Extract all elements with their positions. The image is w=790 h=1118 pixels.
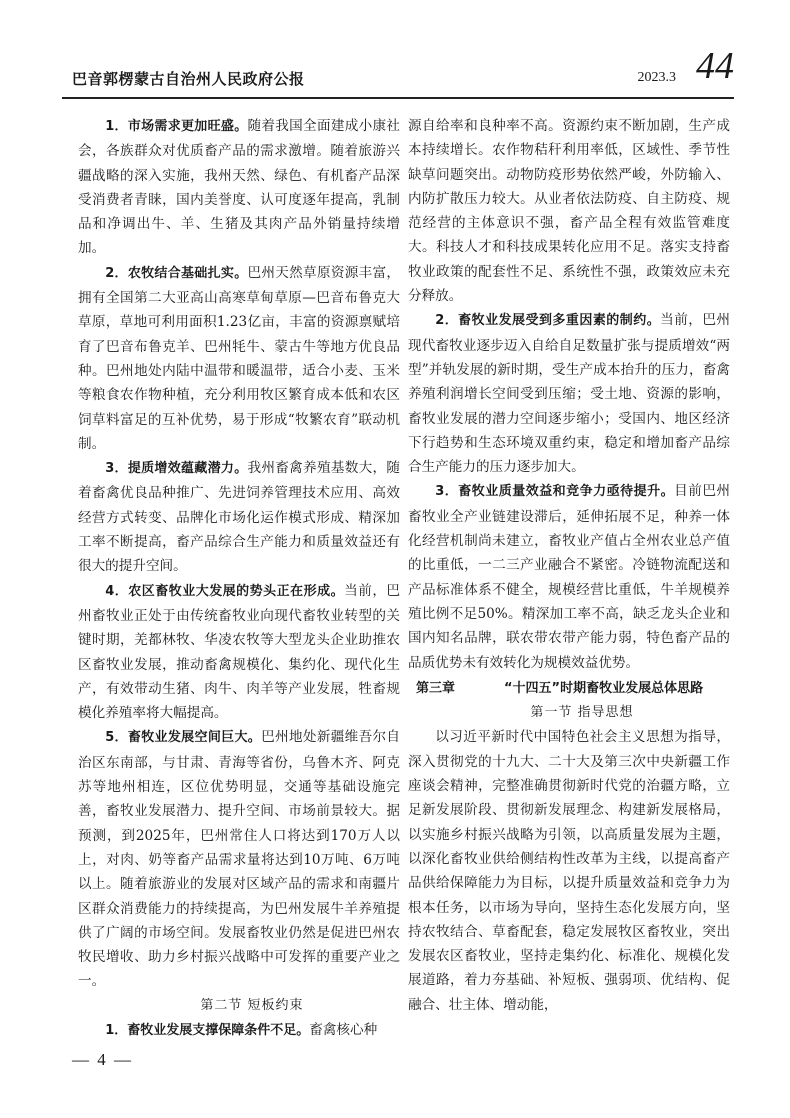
chapter-title: “十四五”时期畜牧业发展总体思路 bbox=[504, 680, 704, 696]
paragraph bbox=[408, 479, 730, 674]
page-footer: — 4 — bbox=[72, 1050, 133, 1069]
paragraph-body: 当前，巴州现代畜牧业逐步迈入自给自足数量扩张与提质增效“两型”并轨发展的新时期，受生产成本抬升的压力，畜禽养殖利润增长空间受到压缩；受土地、资源的影响，畜牧业发展的潜力空间逐步缩小；受国内、地区经济下行趋势和生态环境双重约束，稳定和增加畜产品综合生产能力的压力逐步加大。 bbox=[408, 312, 731, 476]
paragraph bbox=[408, 308, 730, 479]
chapter-heading bbox=[408, 677, 730, 701]
paragraph-body: 畜禽核心种 bbox=[309, 1021, 378, 1038]
paragraph-lead: 4．农区畜牧业大发展的势头正在形成。 bbox=[105, 583, 345, 599]
chapter-number: 第三章 bbox=[416, 680, 456, 696]
publication-title: 巴音郭楞蒙古自治州人民政府公报 bbox=[72, 70, 305, 88]
section-heading: 第二节 短板约束 bbox=[200, 997, 304, 1013]
paragraph-lead: 3．畜牧业质量效益和竞争力亟待提升。 bbox=[435, 484, 675, 500]
paragraph-body: 巴州天然草原资源丰富，拥有全国第二大亚高山高寒草甸草原—巴音布鲁克大草原，草地可利用面积1.23亿亩，丰富的资源禀赋培育了巴音布鲁克羊、巴州牦牛、蒙古牛等地方优良品种。巴州地处内陆中温带和暖温带，适合小麦、玉米等粮食农作物种植，充分利用牧区繁育成本低和农区饲草料富足的互补优势，易于形成“牧繁农育”联动机制。 bbox=[78, 264, 400, 452]
paragraph bbox=[78, 1018, 400, 1043]
paragraph-body: 随着我国全面建成小康社会，各族群众对优质畜产品的需求激增。随着旅游兴疆战略的深入实施，我州天然、绿色、有机畜产品深受消费者青睐，国内美誉度、认可度逐年提高，乳制品和净调出牛、羊、生猪及其肉产品外销量持续增加。 bbox=[78, 118, 400, 257]
section-heading: 第一节 指导思想 bbox=[530, 705, 634, 721]
left-column bbox=[78, 114, 400, 1043]
header-divider bbox=[62, 97, 734, 99]
paragraph bbox=[78, 456, 400, 578]
paragraph-lead: 2．畜牧业发展受到多重因素的制约。 bbox=[435, 313, 661, 329]
paragraph-body: 当前，巴州畜牧业正处于由传统畜牧业向现代畜牧业转型的关键时期，羌都林牧、华凌农牧等大型龙头企业助推农区畜牧业发展，推动畜禽规模化、集约化、现代化生产，有效带动生猪、肉牛、肉羊等产业发展，牲畜规模化养殖率将大幅提高。 bbox=[78, 582, 400, 722]
paragraph-body: 目前巴州畜牧业全产业链建设滞后，延伸拓展不足，种养一体化经营机制尚未建立，畜牧业产值占全州农业总产值的比重低，一二三产业融合不紧密。冷链物流配送和产品标准体系不健全，规模经营比重低，牛羊规模养殖比例不足50%。精深加工率不高，缺乏龙头企业和国内知名品牌，联农带农带产能力弱，特色畜产品的品质优势未有效转化为规模效益优势。 bbox=[408, 483, 730, 671]
paragraph: 源自给率和良种率不高。资源约束不断加剧，生产成本持续增长。农作物秸秆利用率低，区域性、季节性缺草问题突出。动物防疫形势依然严峻，外防输入、内防扩散压力较大。从业者依法防疫、自主防疫、规范经营的主体意识不强，畜产品全程有效监管难度大。科技人才和科技成果转化应用不足。落实支持畜牧业政策的配套性不足、系统性不强，政策效应未充分释放。 bbox=[408, 118, 730, 305]
right-column bbox=[408, 114, 730, 1017]
paragraph bbox=[78, 725, 400, 993]
page-number: 44 bbox=[696, 45, 734, 87]
paragraph-body: 巴州地处新疆维吾尔自治区东南部，与甘肃、青海等省份，乌鲁木齐、阿克苏等地州相连，区位优势明显，交通等基础设施完善，畜牧业发展潜力、提升空间、市场前景较大。据预测，到2025年，巴州常住人口将达到170万人以上，对肉、奶等畜产品需求量将达到10万吨、6万吨以上。随着旅游业的发展对区域产品的需求和南疆片区群众消费能力的持续提高，为巴州发展牛羊养殖提供了广阔的市场空间。发展畜牧业仍然是促进巴州农牧民增收、助力乡村振兴战略中可发挥的重要产业之一。 bbox=[78, 729, 401, 990]
page-header bbox=[62, 45, 734, 94]
paragraph-lead: 1．市场需求更加旺盛。 bbox=[105, 119, 248, 134]
paragraph-body: 我州畜禽养殖基数大，随着畜禽优良品种推广、先进饲养管理技术应用、高效经营方式转变、品牌化市场化运作模式形成、精深加工率不断提高，畜产品综合生产能力和质量效益还有很大的提升空间。 bbox=[78, 460, 400, 575]
paragraph-lead: 5．畜牧业发展空间巨大。 bbox=[105, 730, 262, 746]
paragraph bbox=[78, 579, 400, 726]
paragraph-lead: 3．提质增效蕴藏潜力。 bbox=[105, 461, 248, 477]
paragraph: 以习近平新时代中国特色社会主义思想为指导，深入贯彻党的十九大、二十大及第三次中央新疆工作座谈会精神，完整准确贯彻新时代党的治疆方略，立足新发展阶段、贯彻新发展理念、构建新发展格局，以实施乡村振兴战略为引领，以高质量发展为主题，以深化畜牧业供给侧结构性改革为主线，以提高畜产品供给保障能力为目标，以提升质量效益和竞争力为根本任务，以市场为导向，坚持生态化发展方向，坚持农牧结合、草畜配套，稳定发展牧区畜牧业，突出发展农区畜牧业，坚持走集约化、标准化、规模化发展道路，着力夯基础、补短板、强弱项、优结构、促融合、壮主体、增动能， bbox=[408, 729, 730, 1013]
paragraph-lead: 2．农牧结合基础扎实。 bbox=[105, 265, 248, 281]
paragraph bbox=[78, 114, 400, 261]
paragraph bbox=[78, 261, 400, 456]
paragraph-lead: 1．畜牧业发展支撑保障条件不足。 bbox=[105, 1022, 310, 1038]
issue-date: 2023.3 bbox=[637, 70, 676, 85]
